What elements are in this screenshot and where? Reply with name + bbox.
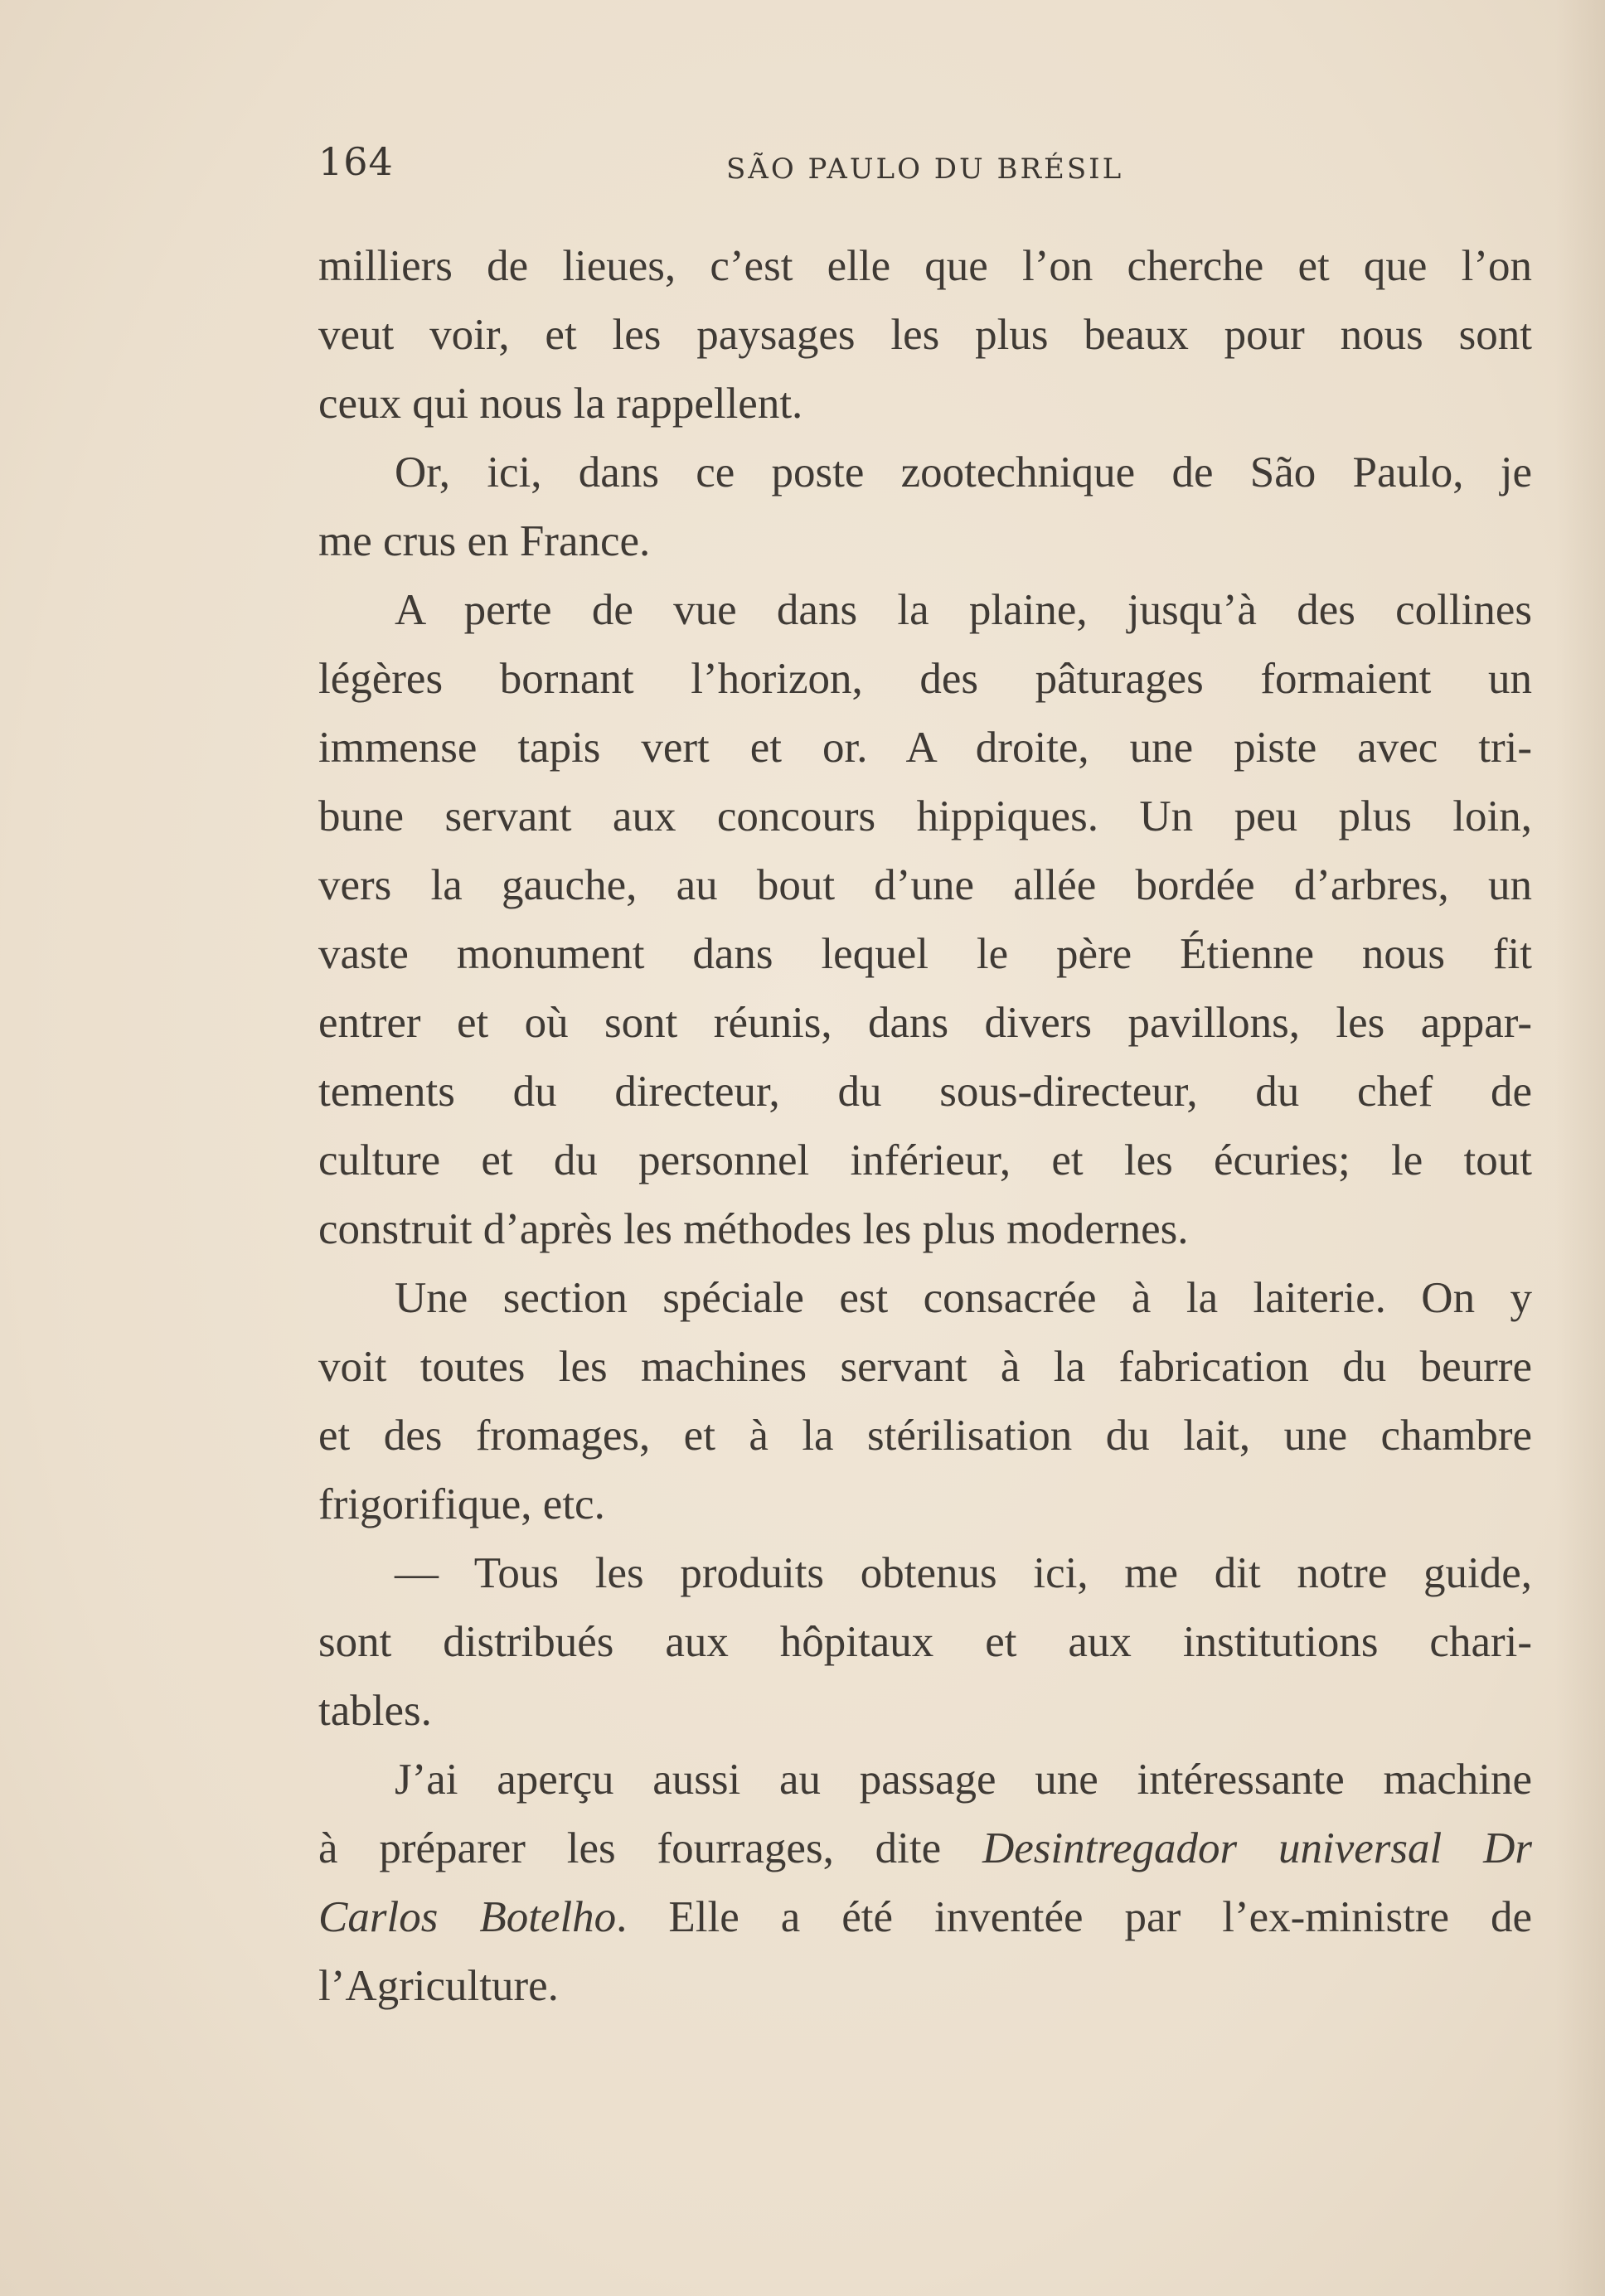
running-head [318,139,1529,197]
text-line: me crus en France. [318,517,651,565]
text-run: à préparer les fourrages, dite [318,1824,982,1872]
text-line: A perte de vue dans la plaine, jusqu’à des collines [395,586,1532,634]
text-line: construit d’après les méthodes les plus modernes. [318,1205,1189,1253]
text-line: immense tapis vert et or. A droite, une piste avec tri- [318,724,1532,772]
text-line: vers la gauche, au bout d’une allée bordée d’arbres, un [318,861,1532,909]
text-line: — Tous les produits obtenus ici, me dit notre guide, [395,1549,1532,1597]
text-line: sont distribués aux hôpitaux et aux institutions chari- [318,1618,1532,1666]
text-line: voit toutes les machines servant à la fabrication du beurre [318,1343,1532,1391]
text-line-mixed [318,1883,1532,1952]
text-line: tables. [318,1687,432,1735]
text-line: entrer et où sont réunis, dans divers pavillons, les appar- [318,999,1532,1047]
text-line: veut voir, et les paysages les plus beaux pour nous sont [318,311,1532,359]
text-line: J’ai aperçu aussi au passage une intéressante machine [395,1756,1532,1804]
italic-person-name: Carlos Botelho [318,1893,617,1941]
text-line: Or, ici, dans ce poste zootechnique de São Paulo, je [395,448,1532,496]
italic-machine-name: Desintregador universal Dr [982,1824,1532,1872]
text-line: Une section spéciale est consacrée à la laiterie. On y [395,1274,1532,1322]
body-text [318,232,1532,2021]
text-line-mixed [318,1814,1532,1883]
page-number: 164 [318,139,394,184]
text-line: l’Agriculture. [318,1962,559,2010]
text-run: . Elle a été inventée par l’ex-ministre de [616,1893,1532,1941]
text-line: culture et du personnel inférieur, et les écuries; le tout [318,1136,1532,1184]
text-line: et des fromages, et à la stérilisation du lait, une chambre [318,1412,1532,1460]
text-line: ceux qui nous la rappellent. [318,380,803,428]
running-head-title: SÃO PAULO DU BRÉSIL [726,153,1124,186]
text-line: légères bornant l’horizon, des pâturages formaient un [318,655,1532,703]
text-line: vaste monument dans lequel le père Étienne nous fit [318,930,1532,978]
text-line: milliers de lieues, c’est elle que l’on cherche et que l’on [318,242,1532,290]
page-edge-shadow [1555,0,1605,2296]
text-line: bune servant aux concours hippiques. Un peu plus loin, [318,792,1532,840]
text-line: frigorifique, etc. [318,1480,605,1528]
text-line: tements du directeur, du sous-directeur, du chef de [318,1068,1532,1116]
